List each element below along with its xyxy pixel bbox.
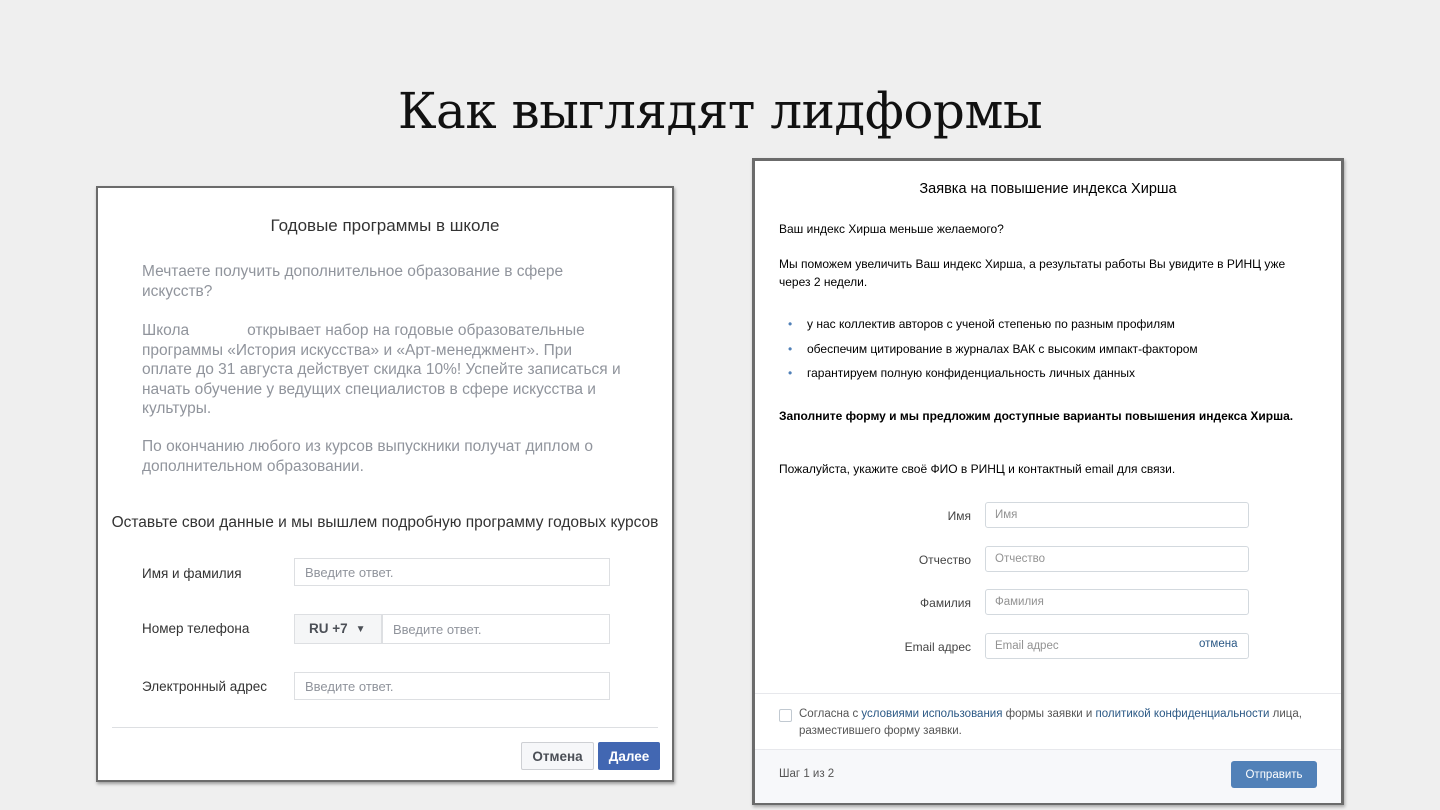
first-name-label: Имя [947, 509, 971, 523]
facebook-lead-form [96, 186, 674, 782]
offer-paragraph [142, 321, 622, 419]
phone-label: Номер телефона [142, 621, 250, 636]
caret-down-icon: ▼ [355, 624, 366, 635]
instructions-text: Пожалуйста, укажите своё ФИО в РИНЦ и контактный email для связи. [779, 462, 1176, 476]
divider [112, 727, 658, 728]
question-text: Ваш индекс Хирша меньше желаемого? [779, 222, 1004, 236]
privacy-policy-link[interactable]: политикой конфиденциальности [1095, 708, 1270, 720]
last-name-label: Фамилия [920, 596, 971, 610]
name-label: Имя и фамилия [142, 566, 242, 581]
list-item: • у нас коллектив авторов с ученой степенью по разным профилям [779, 316, 1198, 341]
call-to-action-text: Заполните форму и мы предложим доступные варианты повышения индекса Хирша. [779, 409, 1294, 423]
name-input[interactable] [294, 558, 610, 586]
email-label: Электронный адрес [142, 679, 267, 694]
offer-paragraph-start: Школа [142, 322, 190, 339]
next-button[interactable]: Далее [598, 742, 660, 770]
form-prompt: Оставьте свои данные и мы вышлем подробную программу годовых курсов [111, 514, 659, 531]
country-code-select[interactable] [294, 614, 382, 644]
first-name-input[interactable] [985, 502, 1249, 528]
submit-button[interactable]: Отправить [1231, 761, 1317, 788]
bullet-icon: • [788, 366, 793, 380]
country-code-value: RU +7 [309, 621, 348, 636]
consent-checkbox[interactable] [779, 709, 792, 722]
patronymic-input[interactable] [985, 546, 1249, 572]
last-name-input[interactable] [985, 589, 1249, 615]
step-indicator: Шаг 1 из 2 [779, 768, 835, 780]
slide-title: Как выглядят лидформы [397, 82, 1043, 140]
diploma-paragraph: По окончанию любого из курсов выпускники получат диплом о дополнительном образовании. [142, 438, 593, 475]
form-title: Заявка на повышение индекса Хирша [919, 181, 1177, 197]
email-clear-link[interactable]: отмена [1199, 638, 1238, 650]
benefits-list [779, 316, 1198, 390]
email-label: Email адрес [904, 640, 971, 654]
bullet-icon: • [788, 341, 793, 356]
help-text: Мы поможем увеличить Ваш индекс Хирша, а результаты работы Вы увидите в РИНЦ уже через 2 недели. [779, 257, 1286, 289]
phone-input[interactable] [382, 614, 610, 644]
list-item: • обеспечим цитирование в журналах ВАК с высоким импакт-фактором [779, 341, 1198, 366]
divider [755, 693, 1341, 694]
cancel-button[interactable]: Отмена [521, 742, 594, 770]
patronymic-label: Отчество [918, 553, 971, 567]
list-item: • гарантируем полную конфиденциальность личных данных [779, 365, 1198, 390]
vk-lead-form [752, 158, 1344, 805]
email-input[interactable] [294, 672, 610, 700]
intro-paragraph: Мечтаете получить дополнительное образование в сфере искусств? [142, 263, 564, 300]
consent-text: Согласна с условиями использования формы заявки и политикой конфиденциальности лица, разместившего форму заявки. [799, 708, 1302, 737]
offer-paragraph-rest: открывает набор на годовые образовательные программы «История искусства» и «Арт-менеджмент». При оплате до 31 августа действует скидка 10%! Успейте записаться и начать обучение у ведущих специалистов в сфере искусства и культуры. [142, 322, 621, 417]
form-footer [755, 749, 1341, 803]
form-title: Годовые программы в школе [270, 216, 500, 235]
terms-link[interactable]: условиями использования [861, 708, 1003, 720]
bullet-icon: • [788, 317, 793, 331]
